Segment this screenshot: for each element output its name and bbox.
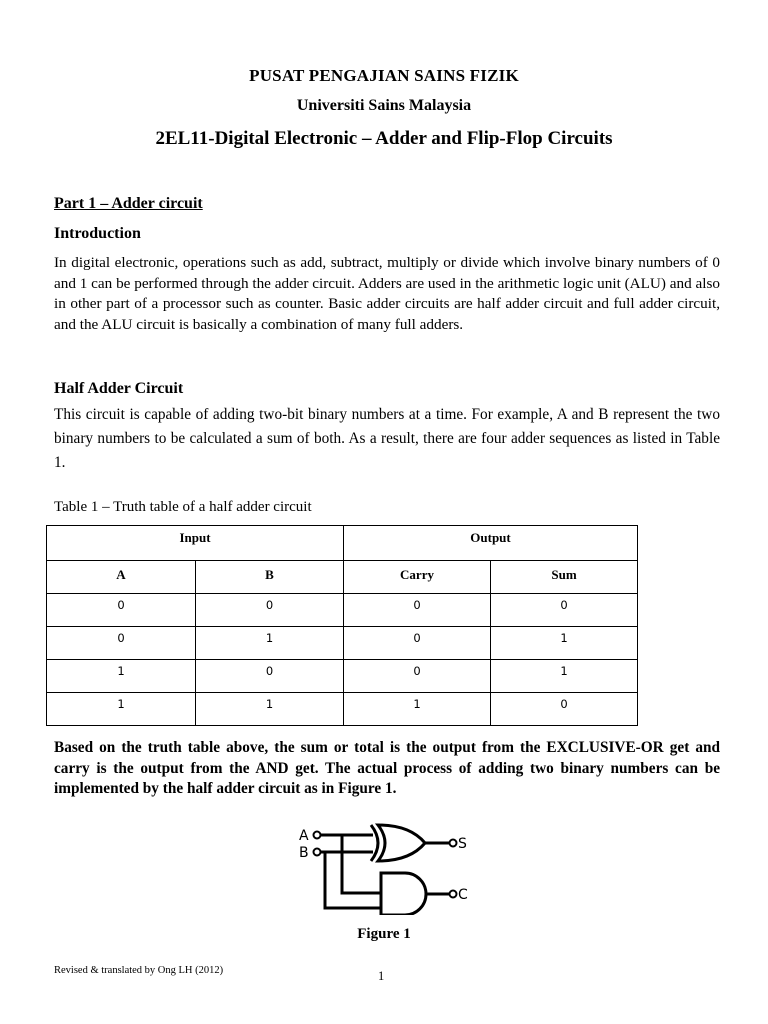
table-cell: 0 <box>196 594 344 627</box>
table-cell: 1 <box>491 660 638 693</box>
input-group-header: Input <box>47 526 344 561</box>
footer-credit: Revised & translated by Ong LH (2012) <box>54 965 224 976</box>
label-c: C <box>458 887 468 903</box>
label-b: B <box>299 845 309 861</box>
introduction-heading: Introduction <box>54 225 141 242</box>
table-cell: 0 <box>344 594 491 627</box>
table-cell: 1 <box>491 627 638 660</box>
table-group-header-row <box>47 526 638 561</box>
output-group-header: Output <box>344 526 638 561</box>
column-header-sum: Sum <box>491 561 638 594</box>
explanation-paragraph: Based on the truth table above, the sum or total is the output from the EXCLUSIVE-OR get and carry is the output from the AND get. The actual process of adding two binary numbers can be implemented by the half adder circuit as in Figure 1. <box>54 739 720 797</box>
table-cell: 0 <box>344 627 491 660</box>
terminal-b <box>314 849 321 856</box>
half-adder-paragraph: This circuit is capable of adding two-bit binary numbers at a time. For example, A and B represent the two binary numbers to be calculated a sum of both. As a result, there are four adder sequences as listed in Table 1. <box>54 406 720 471</box>
column-header-carry: Carry <box>344 561 491 594</box>
table-cell: 1 <box>47 693 196 726</box>
table-row <box>47 693 638 726</box>
terminal-s <box>450 840 457 847</box>
institution-name: PUSAT PENGAJIAN SAINS FIZIK <box>249 66 519 85</box>
half-adder-heading: Half Adder Circuit <box>54 380 184 397</box>
table-cell: 1 <box>344 693 491 726</box>
xor-gate <box>378 825 425 861</box>
table-row <box>47 594 638 627</box>
terminal-c <box>450 891 457 898</box>
table-cell: 0 <box>47 594 196 627</box>
table-cell: 0 <box>196 660 344 693</box>
table-row <box>47 627 638 660</box>
table-column-header-row <box>47 561 638 594</box>
table-cell: 1 <box>196 627 344 660</box>
table-cell: 1 <box>47 660 196 693</box>
column-header-a: A <box>47 561 196 594</box>
page-number: 1 <box>378 969 385 983</box>
part1-heading: Part 1 – Adder circuit <box>54 195 203 212</box>
table-cell: 0 <box>47 627 196 660</box>
introduction-paragraph: In digital electronic, operations such as add, subtract, multiply or divide which involve binary numbers of 0 and 1 can be performed through the adder circuit. Adders are used in the arithmetic logic unit (ALU) and also in other part of a processor such as counter. Basic adder circuits are half adder circuit and full adder circuit, and the ALU circuit is basically a combination of many full adders. <box>54 254 720 333</box>
university-name: Universiti Sains Malaysia <box>296 97 472 114</box>
table-row <box>47 660 638 693</box>
table-cell: 0 <box>491 693 638 726</box>
column-header-b: B <box>196 561 344 594</box>
and-gate <box>381 873 426 915</box>
truth-table <box>46 525 638 726</box>
xor-input-curve <box>371 825 378 861</box>
label-a: A <box>299 828 309 844</box>
document-title: 2EL11-Digital Electronic – Adder and Flip-Flop Circuits <box>155 128 613 149</box>
table-cell: 0 <box>344 660 491 693</box>
table-caption: Table 1 – Truth table of a half adder circuit <box>54 499 312 515</box>
label-s: S <box>458 836 467 852</box>
terminal-a <box>314 832 321 839</box>
wire-a-branch <box>342 835 381 893</box>
table-cell: 1 <box>196 693 344 726</box>
table-cell: 0 <box>491 594 638 627</box>
half-adder-circuit-diagram <box>295 815 485 915</box>
figure-caption: Figure 1 <box>357 926 411 942</box>
